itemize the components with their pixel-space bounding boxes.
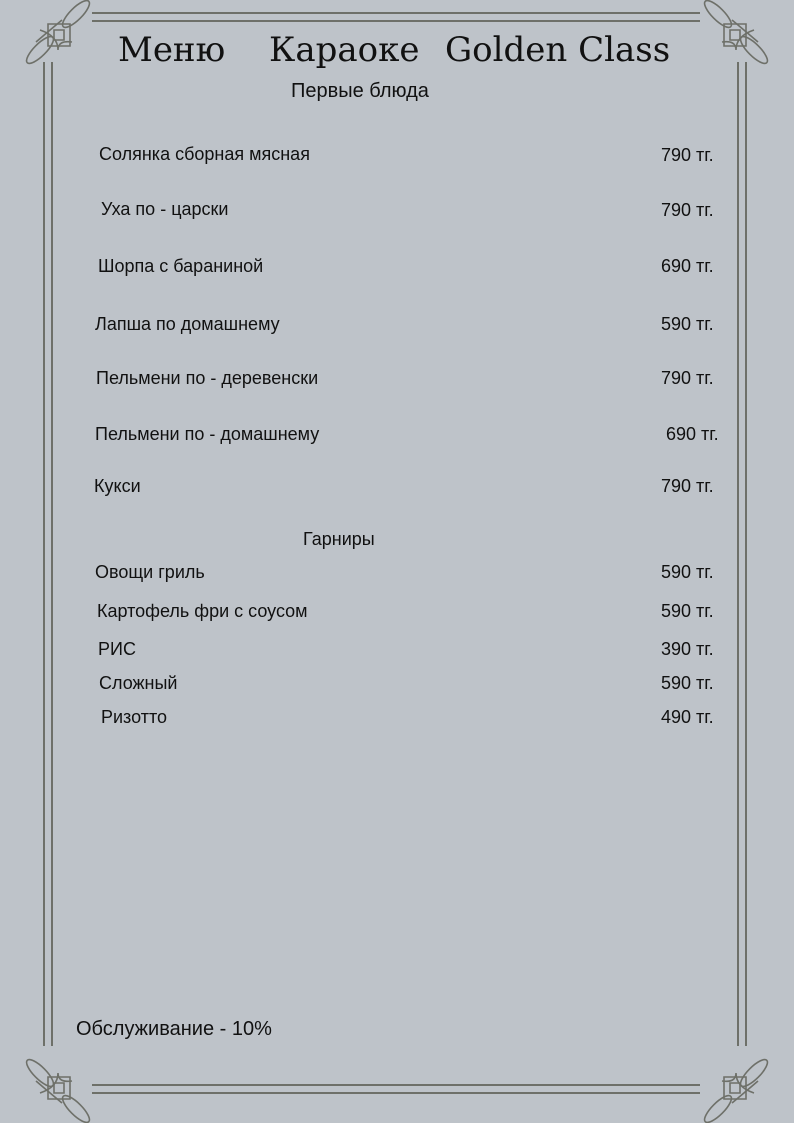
service-charge-note: Обслуживание - 10% — [76, 1018, 272, 1040]
menu-item-price: 690 тг. — [666, 424, 719, 444]
menu-item-name: Кукси — [94, 476, 141, 496]
menu-item-price: 790 тг. — [661, 476, 714, 496]
page-header — [0, 30, 794, 74]
menu-item-price: 590 тг. — [661, 601, 714, 621]
menu-item-name: Пельмени по - деревенски — [96, 368, 319, 388]
menu-item-name: Картофель фри с соусом — [97, 601, 308, 621]
menu-item-name: Овощи гриль — [95, 562, 205, 582]
menu-item-name: Уха по - царски — [101, 199, 229, 219]
menu-item-price: 590 тг. — [661, 673, 714, 693]
menu-item-name: РИС — [98, 639, 136, 659]
menu-item-name: Ризотто — [101, 707, 168, 727]
section-title-side-dishes: Гарниры — [303, 529, 375, 549]
menu-item-name: Шорпа с бараниной — [98, 256, 264, 276]
menu-item-name: Лапша по домашнему — [95, 314, 280, 334]
menu-item-price: 590 тг. — [661, 562, 714, 582]
header-word-brand: Golden Class — [445, 30, 671, 70]
menu-item-name: Пельмени по - домашнему — [95, 424, 320, 444]
menu-item-price: 490 тг. — [661, 707, 714, 727]
header-word-karaoke: Караоке — [269, 30, 420, 70]
menu-item-price: 790 тг. — [661, 368, 714, 388]
menu-item-price: 790 тг. — [661, 145, 714, 165]
menu-item-name: Сложный — [99, 673, 178, 693]
menu-item-price: 590 тг. — [661, 314, 714, 334]
menu-item-price: 390 тг. — [661, 639, 714, 659]
menu-item-name: Солянка сборная мясная — [99, 144, 310, 164]
header-word-menu: Меню — [118, 30, 226, 70]
section-title-first-courses: Первые блюда — [291, 80, 429, 102]
menu-item-price: 690 тг. — [661, 256, 714, 276]
menu-item-price: 790 тг. — [661, 200, 714, 220]
